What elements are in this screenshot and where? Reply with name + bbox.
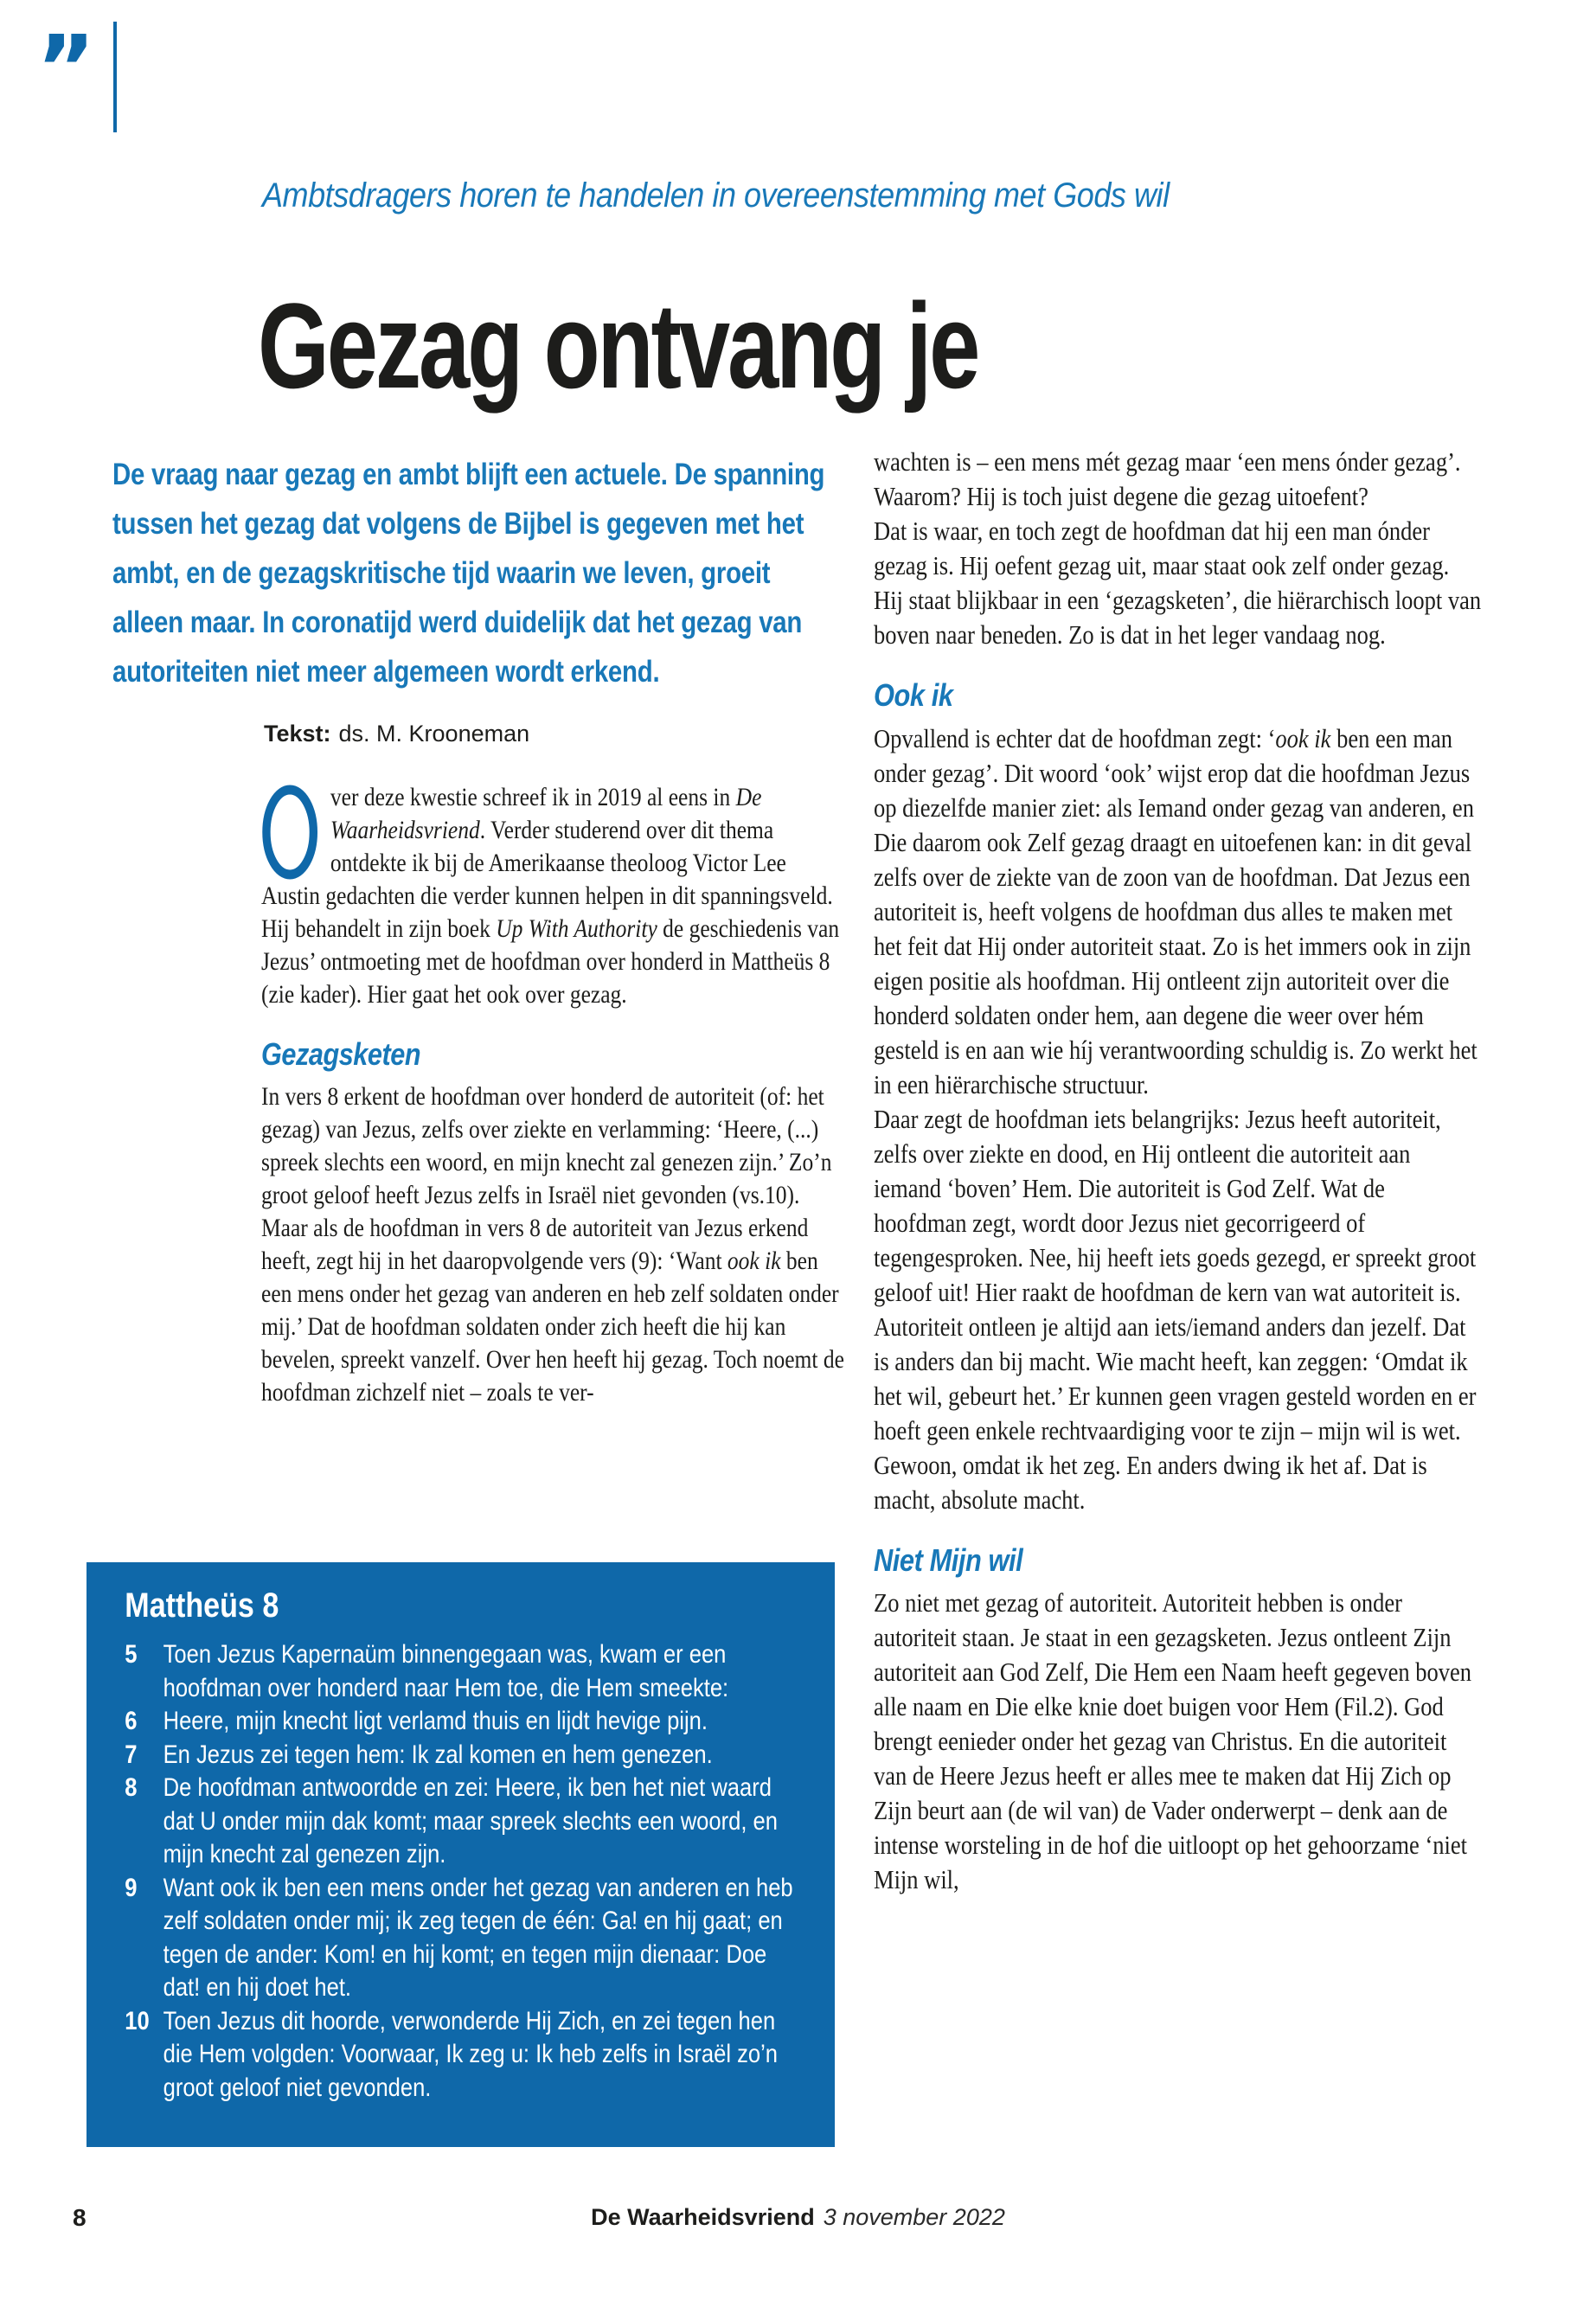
byline-label: Tekst: <box>264 721 331 747</box>
verse-text: De hoofdman antwoordde en zei: Heere, ik ben het niet waard dat U onder mijn dak komt; maar spreek slechts een woord, en mijn knecht zal genezen zijn. <box>163 1773 778 1868</box>
verse-row <box>125 1772 808 1872</box>
column-left <box>261 781 845 1409</box>
text-run: Dat is waar, en toch zegt de hoofdman dat hij een man ónder gezag is. Hij oefent gezag uit, maar staat ook zelf onder gezag. Hij staat blijkbaar in een ‘gezagsketen’, die hiërarchisch loopt van boven naar beneden. Zo is dat in het leger vandaag nog. <box>874 516 1482 650</box>
italic-text-run: De Waarheidsvriend <box>330 783 762 844</box>
section-heading: Gezagsketen <box>261 1036 421 1072</box>
text-run: de geschiedenis van Jezus’ ontmoeting met de hoofdman over honderd in Mattheüs 8 (zie kader). Hier gaat het ook over gezag. <box>261 914 840 1009</box>
scripture-box-verses <box>125 1638 808 2105</box>
section-heading: Ook ik <box>874 677 953 713</box>
text-run: . Verder studerend over dit thema ontdekte ik bij de Amerikaanse theoloog Victor Lee Austin gedachten die verder kunnen helpen in dit spanningsveld. Hij behandelt in zijn boek <box>261 816 833 943</box>
text-run: ben een mens onder het gezag van anderen en heb zelf soldaten onder mij.’ Dat de hoofdman soldaten onder zich heeft die hij kan bevelen, spreekt vanzelf. Over hen heeft hij gezag. Toch noemt de hoofdman zichzelf niet – zoals te ver- <box>261 1246 844 1407</box>
verse-row <box>125 1872 808 2005</box>
text-run: Opvallend is echter dat de hoofdman zegt: ‘ <box>874 722 1276 753</box>
body-paragraph <box>261 1080 845 1409</box>
scripture-box-inner <box>87 1562 835 2105</box>
verse-number: 5 <box>125 1640 138 1669</box>
footer-center <box>0 2204 1596 2231</box>
verse-number: 10 <box>125 2006 150 2035</box>
vertical-rule <box>113 22 117 132</box>
body-paragraph <box>874 721 1482 1102</box>
page-title: Gezag ontvang je <box>258 278 978 413</box>
column-right <box>874 445 1482 1897</box>
text-run: In vers 8 erkent de hoofdman over honderd de autoriteit (of: het gezag) van Jezus, zelfs over ziekte en verlamming: ‘Heere, (...) spreek slechts een woord, en mijn knecht zal genezen zijn.’ Zo’n groot geloof heeft Jezus zelfs in Israël niet gevonden (vs.10). Maar als de hoofdman in vers 8 de autoriteit van Jezus erkend heeft, zegt hij in het daaropvolgende vers (9): ‘Want <box>261 1081 832 1275</box>
footer-page-number: 8 <box>73 2204 87 2231</box>
italic-text-run: ook ik <box>1275 722 1331 753</box>
verse-text: Heere, mijn knecht ligt verlamd thuis en lijdt hevige pijn. <box>163 1707 708 1735</box>
kicker: Ambtsdragers horen te handelen in overeenstemming met Gods wil <box>262 176 1170 215</box>
text-run: Daar zegt de hoofdman iets belangrijks: Jezus heeft autoriteit, zelfs over ziekte en dood, en Hij ontleent die autoriteit aan iemand ‘boven’ Hem. Die autoriteit is God Zelf. Wat de hoofdman zegt, wordt door Jezus niet gecorrigeerd of tegengesproken. Nee, hij heeft iets goeds gezegd, er spreekt groot geloof uit! Hier raakt de hoofdman de kern van wat autoriteit is. Autoriteit ontleen je altijd aan iets/iemand anders dan jezelf. Dat is anders dan bij macht. Wie macht heeft, kan zeggen: ‘Omdat ik het wil, gebeurt het.’ Er kunnen geen vragen gesteld worden en er hoeft geen enkele rechtvaardiging voor te zijn – mijn wil is wet. Gewoon, omdat ik het zeg. En anders dwing ik het af. Dat is macht, absolute macht. <box>874 1103 1477 1515</box>
verse-row <box>125 2005 808 2106</box>
verse-text: Want ook ik ben een mens onder het gezag van anderen en heb zelf soldaten onder mij; ik zeg tegen de één: Ga! en hij gaat; en tegen de ander: Kom! en hij komt; en tegen mijn dienaar: Doe dat! en hij doet het. <box>163 1873 793 2002</box>
verse-row <box>125 1739 808 1772</box>
verse-text: Toen Jezus dit hoorde, verwonderde Hij Zich, en zei tegen hen die Hem volgden: Voorwaar, Ik zeg u: Ik heb zelfs in Israël zo’n groot geloof niet gevonden. <box>163 2006 778 2102</box>
italic-text-run: ook ik <box>727 1246 781 1275</box>
body-paragraph <box>874 1586 1482 1897</box>
drop-cap-letter-o <box>261 785 318 880</box>
verse-number: 6 <box>125 1707 138 1735</box>
body-paragraph <box>874 514 1482 652</box>
scripture-box <box>87 1562 835 2147</box>
verse-number: 9 <box>125 1873 138 1902</box>
byline-author: ds. M. Krooneman <box>338 721 530 747</box>
verse-text: Toen Jezus Kapernaüm binnengegaan was, kwam er een hoofdman over honderd naar Hem toe, die Hem smeekte: <box>163 1640 729 1702</box>
text-run: ben een man onder gezag’. Dit woord ‘ook’ wijst erop dat die hoofdman Jezus op diezelfde manier ziet: als Iemand onder gezag van anderen, en Die daarom ook Zelf gezag draagt en uitoefenen kan: in dit geval zelfs over de ziekte van de zoon van de hoofdman. Dat Jezus een autoriteit is, heeft volgens de hoofdman dus alles te maken met het feit dat Hij onder autoriteit staat. Zo is het immers ook in zijn eigen positie als hoofdman. Hij ontleent zijn autoriteit over die honderd soldaten onder hem, aan degene die weer over hém gesteld is en aan wie híj verantwoording schuldig is. Zo werkt het in een hiërarchische structuur. <box>874 722 1477 1099</box>
verse-row <box>125 1705 808 1739</box>
intro-paragraph: De vraag naar gezag en ambt blijft een actuele. De spanning tussen het gezag dat volgens de Bijbel is gegeven met het ambt, en de gezagskritische tijd waarin we leven, groeit alleen maar. In coronatijd werd duidelijk dat het gezag van autoriteiten niet meer algemeen wordt erkend. <box>112 458 825 689</box>
section-heading: Niet Mijn wil <box>874 1541 1023 1578</box>
verse-number: 7 <box>125 1740 138 1769</box>
scripture-box-title: Mattheüs 8 <box>125 1586 279 1625</box>
body-paragraph <box>261 781 845 1011</box>
italic-text-run: Up With Authority <box>496 914 657 943</box>
verse-text: En Jezus zei tegen hem: Ik zal komen en hem genezen. <box>163 1740 713 1769</box>
body-paragraph <box>874 445 1482 514</box>
verse-number: 8 <box>125 1773 138 1802</box>
body-paragraph <box>874 1102 1482 1517</box>
text-run: Zo niet met gezag of autoriteit. Autoriteit hebben is onder autoriteit staan. Je staat in een gezagsketen. Jezus ontleent Zijn autoriteit aan God Zelf, Die Hem een Naam heeft gegeven boven alle naam en Die elke knie doet buigen voor Hem (Fil.2). God brengt eenieder onder het gezag van Christus. En die autoriteit van de Heere Jezus heeft er alles mee te maken dat Hij Zich op Zijn beurt aan (de wil van) de Vader onderwerpt – denk aan de intense worsteling in de hof die uitloopt op het gehoorzame ‘niet Mijn wil, <box>874 1587 1472 1895</box>
footer-magazine-title: De Waarheidsvriend <box>591 2204 815 2230</box>
pull-quote-icon: ” <box>36 16 96 121</box>
text-run: wachten is – een mens mét gezag maar ‘een mens ónder gezag’. Waarom? Hij is toch juist degene die gezag uitoefent? <box>874 446 1461 511</box>
verse-row <box>125 1638 808 1705</box>
byline <box>264 721 529 747</box>
footer-date: 3 november 2022 <box>823 2204 1005 2230</box>
text-run: ver deze kwestie schreef ik in 2019 al eens in <box>330 783 736 811</box>
